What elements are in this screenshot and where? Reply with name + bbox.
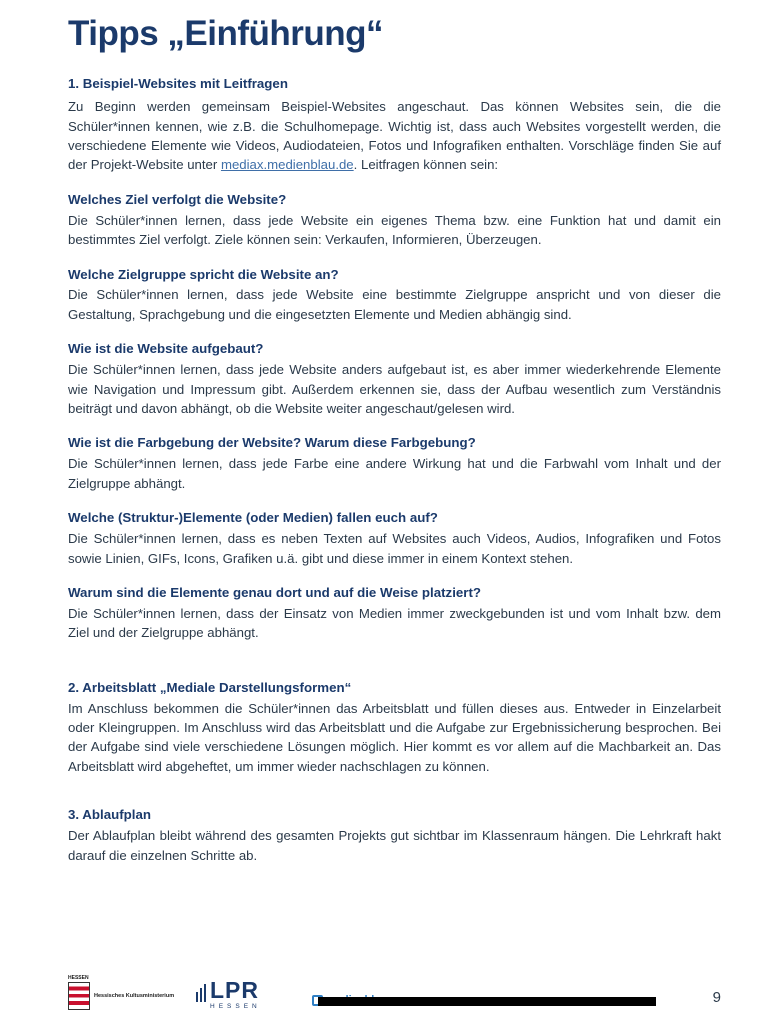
lpr-bars-icon (196, 983, 206, 1002)
question-4-answer: Die Schüler*innen lernen, dass jede Farbe eine andere Wirkung hat und die Farbwahl vom Inhalt und der Zielgruppe abhängt. (68, 456, 721, 491)
question-2-title: Welche Zielgruppe spricht die Website an? (68, 266, 339, 282)
question-3-answer: Die Schüler*innen lernen, dass jede Website anders aufgebaut ist, es aber immer wiederkehrende Elemente wie Navigation und Impressum gibt. Außerdem erkennen sie, dass der Aufbau wesentlich zum Verständnis beiträgt und davon abhängt, ob die Website weiter angeschaut/gelesen wird. (68, 362, 721, 416)
question-block-2 (68, 266, 721, 325)
section-1-heading: 1. Beispiel-Websites mit Leitfragen (68, 76, 288, 92)
page-number: 9 (712, 989, 721, 1006)
section-3-heading: 3. Ablaufplan (68, 807, 151, 823)
question-block-5 (68, 509, 721, 568)
page-title: Tipps „Einführung“ (68, 14, 384, 53)
question-2-answer: Die Schüler*innen lernen, dass jede Website eine bestimmte Zielgruppe anspricht und von dieser die Gestaltung, Sprachgebung und die eingesetzten Elemente und Medien abhängig sind. (68, 287, 721, 322)
section-1-paragraph (68, 97, 721, 175)
section-2-heading: 2. Arbeitsblatt „Mediale Darstellungsformen“ (68, 679, 352, 695)
section-1-text-part1: Zu Beginn werden gemeinsam Beispiel-Websites angeschaut. Das können Websites sein, die die Schüler*innen kennen, wie z.B. die Schulhomepage. Wichtig ist, dass auch Websites vorgestellt werden, die verschiedene Elemente wie Videos, Audiodateien, Fotos und Infografiken enthalten. Vorschläge finden Sie auf der Projekt-Website unter (68, 99, 721, 173)
page-footer (0, 958, 771, 1024)
question-1-title: Welches Ziel verfolgt die Website? (68, 191, 287, 207)
question-1-answer: Die Schüler*innen lernen, dass jede Website ein eigenes Thema bzw. eine Funktion hat und damit ein bestimmtes Ziel verfolgt. Ziele können sein: Verkaufen, Informieren, Überzeugen. (68, 212, 721, 248)
lpr-logo-subtext: HESSEN (210, 1003, 261, 1010)
lpr-logo (196, 979, 261, 1010)
question-3-title: Wie ist die Website aufgebaut? (68, 341, 264, 357)
project-website-link[interactable]: mediax.medienblau.de (220, 157, 354, 173)
section-2 (68, 679, 721, 777)
section-1 (68, 75, 721, 175)
question-block-4 (68, 434, 721, 493)
hessen-label: HESSEN (68, 975, 89, 981)
hessen-crest-icon (68, 982, 90, 1010)
hessen-ministry-text: Hessisches Kultusministerium (94, 992, 175, 999)
section-3-paragraph: Der Ablaufplan bleibt während des gesamten Projekts gut sichtbar im Klassenraum hängen. Die Lehrkraft hakt darauf die einzelnen Schritte ab. (68, 828, 721, 863)
lpr-logo-text: LPR (210, 977, 259, 1003)
question-5-answer: Die Schüler*innen lernen, dass es neben Texten auf Websites auch Videos, Audios, Infografiken und Fotos sowie Linien, GIFs, Icons, Grafiken u.ä. gibt und diese immer in einem Kontext stehen. (68, 531, 721, 566)
hessen-ministry-logo (68, 975, 175, 1010)
question-block-6 (68, 584, 721, 643)
question-block-1 (68, 191, 721, 250)
question-4-title: Wie ist die Farbgebung der Website? Warum diese Farbgebung? (68, 435, 476, 451)
question-6-answer: Die Schüler*innen lernen, dass der Einsatz von Medien immer zweckgebunden ist und vom Inhalt bzw. dem Ziel und der Zielgruppe abhängt. (68, 605, 721, 641)
question-5-title: Welche (Struktur-)Elemente (oder Medien) fallen euch auf? (68, 510, 438, 526)
question-block-3 (68, 340, 721, 418)
section-2-paragraph: Im Anschluss bekommen die Schüler*innen das Arbeitsblatt und füllen dieses aus. Entweder in Einzelarbeit oder Kleingruppen. Im Anschluss wird das Arbeitsblatt und die Aufgabe zur Ergebnissicherung besprochen. Bei der Aufgabe sind viele verschiedene Lösungen möglich. Hier kommt es vor allem auf die Machbarkeit an. Das Arbeitsblatt wird abgeheftet, um immer wieder nachschlagen zu können. (68, 700, 721, 774)
section-1-text-part2: . Leitfragen können sein: (353, 157, 499, 173)
footer-divider-bar (318, 997, 656, 1006)
question-6-title: Warum sind die Elemente genau dort und auf die Weise platziert? (68, 584, 482, 600)
section-3 (68, 806, 721, 865)
